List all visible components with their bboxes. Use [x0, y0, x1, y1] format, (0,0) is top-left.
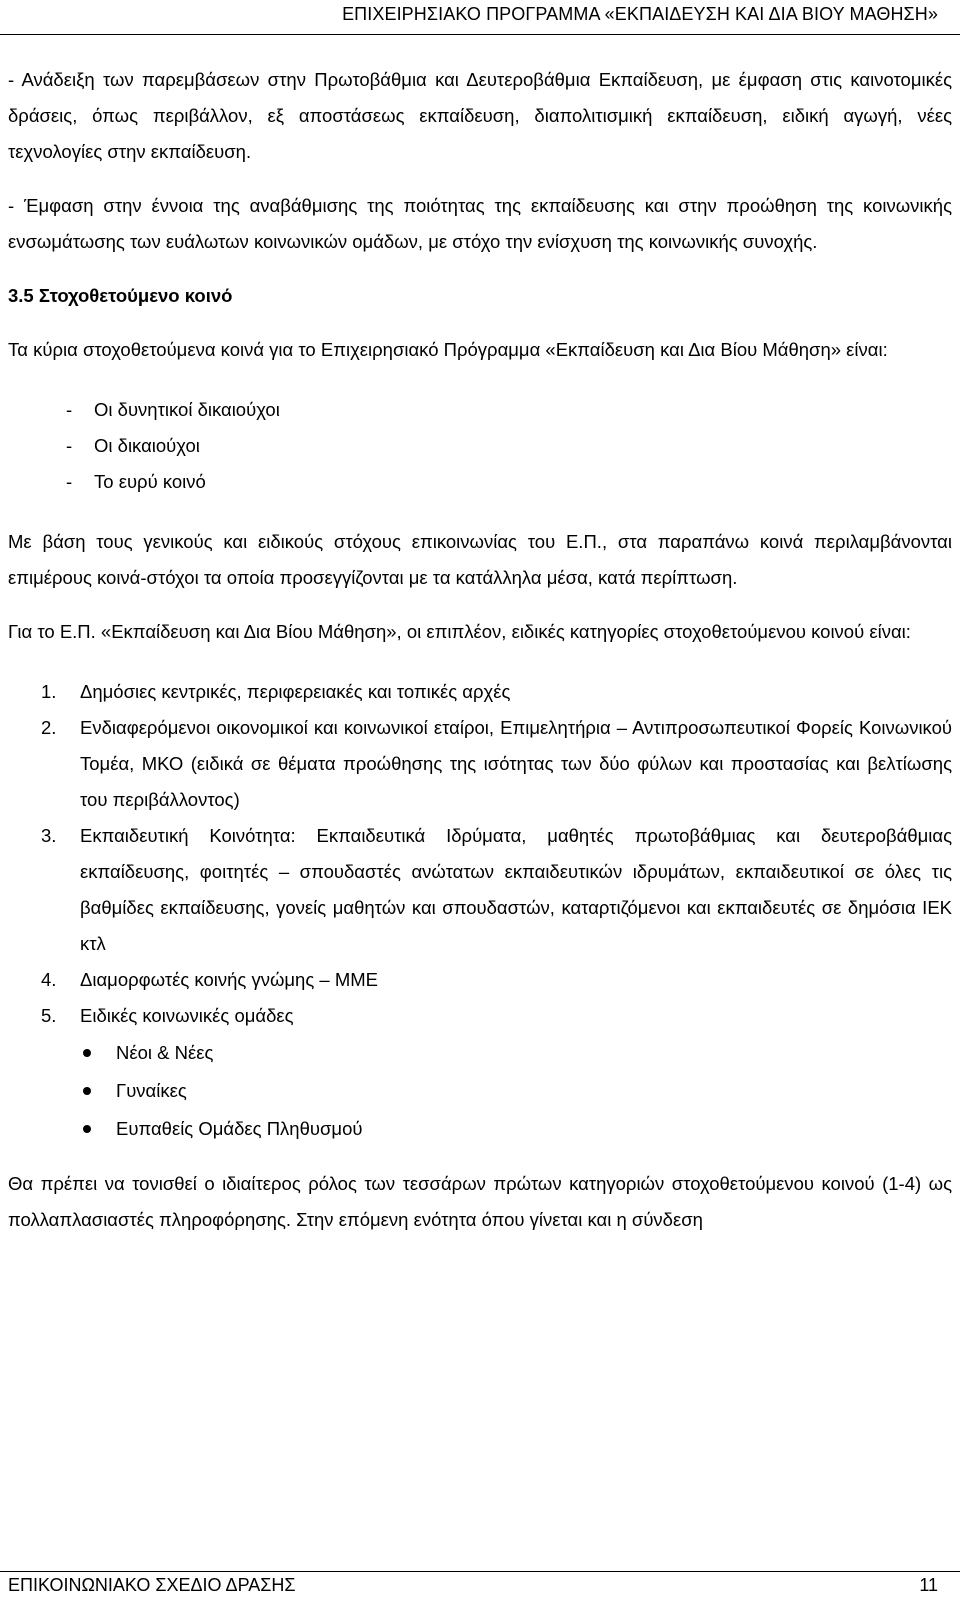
list-item: - Οι δυνητικοί δικαιούχοι	[66, 392, 952, 428]
intro-paragraph-2: - Έμφαση στην έννοια της αναβάθμισης της ποιότητας της εκπαίδευσης και στην προώθηση της κοινωνικής ενσωμάτωσης των ευάλωτων κοινωνικών ομάδων, με στόχο την ενίσχυση της κοινωνικής συνοχής.	[8, 195, 952, 252]
section-heading: 3.5 Στοχοθετούμενο κοινό	[8, 285, 233, 306]
numbered-list	[8, 674, 952, 1034]
dash-marker: -	[66, 399, 73, 420]
list-item: - Οι δικαιούχοι	[66, 428, 952, 464]
page-body	[8, 62, 952, 1238]
list-item: 5. Ειδικές κοινωνικές ομάδες	[41, 1005, 294, 1026]
section-paragraph-2: Με βάση τους γενικούς και ειδικούς στόχους επικοινωνίας του Ε.Π., στα παραπάνω κοινά περιλαμβάνονται επιμέρους κοινά-στόχοι τα οποία προσεγγίζονται με τα κατάλληλα μέσα, κατά περίπτωση.	[8, 531, 952, 588]
dash-marker: -	[66, 471, 73, 492]
dash-marker: -	[66, 435, 73, 456]
list-item: Ευπαθείς Ομάδες Πληθυσμού	[8, 1110, 952, 1148]
running-footer: ΕΠΙΚΟΙΝΩΝΙΑΚΟ ΣΧΕΔΙΟ ΔΡΑΣΗΣ	[8, 1575, 296, 1595]
bullet-icon	[83, 1049, 91, 1057]
section-paragraph-3: Για το Ε.Π. «Εκπαίδευση και Δια Βίου Μάθηση», οι επιπλέον, ειδικές κατηγορίες στοχοθετούμενου κοινού είναι:	[8, 621, 911, 642]
bullet-icon	[83, 1125, 91, 1133]
section-paragraph-1: Τα κύρια στοχοθετούμενα κοινά για το Επιχειρησιακό Πρόγραμμα «Εκπαίδευση και Δια Βίου Μάθηση» είναι:	[8, 339, 888, 360]
list-item: Νέοι & Νέες	[8, 1034, 952, 1072]
list-item: 4. Διαμορφωτές κοινής γνώμης – ΜΜΕ	[41, 969, 378, 990]
page-number: 11	[919, 1575, 938, 1595]
list-item: 3. Εκπαιδευτική Κοινότητα: Εκπαιδευτικά Ιδρύματα, μαθητές πρωτοβάθμιας και δευτεροβάθμιας εκπαίδευσης, φοιτητές – σπουδαστές ανώτατων εκπαιδευτικών ιδρυμάτων, εκπαιδευτικοί σε όλες τις βαθμίδες εκπαίδευσης, γονείς μαθητών και σπουδαστών, καταρτιζόμενοι και εκπαιδευτές σε δημόσια ΙΕΚ κτλ	[41, 825, 952, 954]
dash-list	[8, 392, 952, 500]
header-divider	[0, 34, 960, 35]
intro-paragraph-1: - Ανάδειξη των παρεμβάσεων στην Πρωτοβάθμια και Δευτεροβάθμια Εκπαίδευση, με έμφαση στις καινοτομικές δράσεις, όπως περιβάλλον, εξ αποστάσεως εκπαίδευση, διαπολιτισμική εκπαίδευση, ειδική αγωγή, νέες τεχνολογίες στην εκπαίδευση.	[8, 69, 952, 162]
running-header: ΕΠΙΧΕΙΡΗΣΙΑΚΟ ΠΡΟΓΡΑΜΜΑ «ΕΚΠΑΙΔΕΥΣΗ ΚΑΙ ΔΙΑ ΒΙΟΥ ΜΑΘΗΣΗ»	[342, 4, 938, 24]
bullet-list	[8, 1034, 952, 1148]
list-item: Γυναίκες	[8, 1072, 952, 1110]
footer-divider	[0, 1571, 960, 1572]
bullet-icon	[83, 1087, 91, 1095]
list-item: 2. Ενδιαφερόμενοι οικονομικοί και κοινωνικοί εταίροι, Επιμελητήρια – Αντιπροσωπευτικοί Φορείς Κοινωνικού Τομέα, ΜΚΟ (ειδικά σε θέματα προώθησης της ισότητας των δύο φύλων και προστασίας και βελτίωσης του περιβάλλοντος)	[41, 717, 952, 810]
section-paragraph-4: Θα πρέπει να τονισθεί ο ιδιαίτερος ρόλος των τεσσάρων πρώτων κατηγοριών στοχοθετούμενου κοινού (1-4) ως πολλαπλασιαστές πληροφόρησης. Στην επόμενη ενότητα όπου γίνεται και η σύνδεση	[8, 1173, 952, 1230]
list-item: 1. Δημόσιες κεντρικές, περιφερειακές και τοπικές αρχές	[41, 681, 511, 702]
list-item: - Το ευρύ κοινό	[66, 464, 952, 500]
